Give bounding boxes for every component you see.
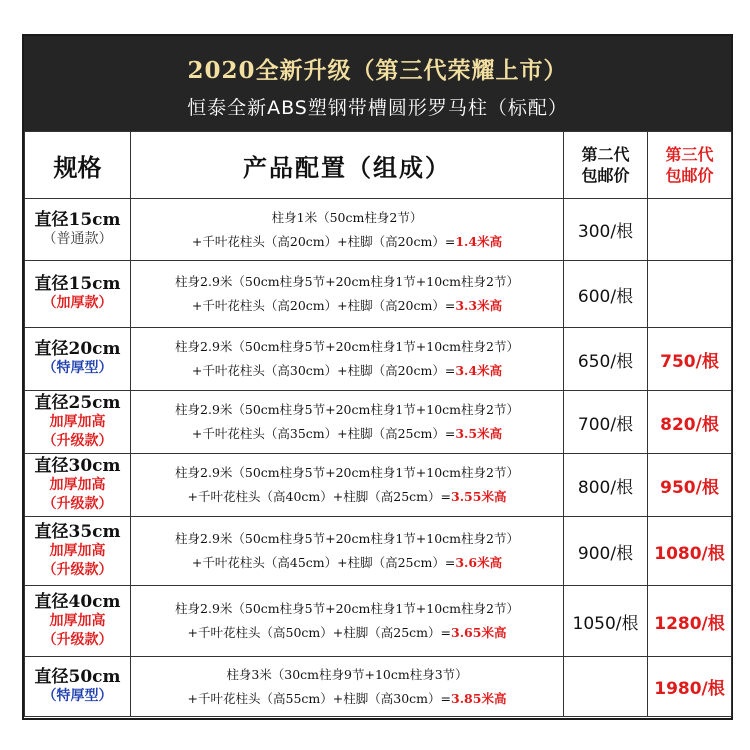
spec-grade: 加厚加高 bbox=[49, 413, 106, 430]
header-banner bbox=[24, 36, 731, 131]
table-row bbox=[25, 657, 732, 717]
config-line1: 柱身2.9米（50cm柱身5节+20cm柱身1节+10cm柱身2节） bbox=[175, 531, 519, 546]
config-line2: +千叶花柱头（高45cm）+柱脚（高25cm）= bbox=[191, 555, 456, 570]
spec-type: （升级款） bbox=[42, 432, 113, 449]
col-gen2-header bbox=[564, 132, 648, 199]
config-line2: +千叶花柱头（高35cm）+柱脚（高25cm）= bbox=[191, 426, 456, 441]
spec-diameter: 直径35cm bbox=[34, 521, 121, 542]
config-line2: +千叶花柱头（高30cm）+柱脚（高20cm）= bbox=[191, 363, 456, 378]
price-gen3 bbox=[648, 199, 732, 261]
total-height: 3.6米高 bbox=[455, 555, 503, 570]
spec-cell bbox=[25, 586, 131, 657]
config-cell bbox=[131, 391, 564, 454]
price-gen2: 1050/根 bbox=[564, 586, 648, 657]
col-gen3-header bbox=[648, 132, 732, 199]
total-height: 3.55米高 bbox=[451, 489, 507, 504]
price-gen2: 700/根 bbox=[564, 391, 648, 454]
gen3-header-line1: 第三代 bbox=[665, 145, 714, 164]
table-row bbox=[25, 328, 732, 391]
price-gen2: 650/根 bbox=[564, 328, 648, 391]
table-row bbox=[25, 517, 732, 586]
price-gen2 bbox=[564, 657, 648, 717]
config-line2: +千叶花柱头（高20cm）+柱脚（高20cm）= bbox=[191, 298, 456, 313]
spec-grade: 加厚加高 bbox=[49, 542, 106, 559]
config-line1: 柱身2.9米（50cm柱身5节+20cm柱身1节+10cm柱身2节） bbox=[175, 465, 519, 480]
total-height: 3.5米高 bbox=[455, 426, 503, 441]
banner-title: 2020全新升级（第三代荣耀上市） bbox=[187, 57, 568, 84]
config-cell bbox=[131, 657, 564, 717]
config-line2: +千叶花柱头（高50cm）+柱脚（高25cm）= bbox=[187, 625, 451, 640]
spec-cell bbox=[25, 328, 131, 391]
price-gen3: 750/根 bbox=[648, 328, 732, 391]
spec-diameter: 直径50cm bbox=[34, 666, 121, 687]
gen3-header-line2: 包邮价 bbox=[665, 166, 714, 185]
spec-type: （升级款） bbox=[42, 495, 113, 512]
total-height: 3.4米高 bbox=[455, 363, 503, 378]
config-cell bbox=[131, 586, 564, 657]
price-gen2: 900/根 bbox=[564, 517, 648, 586]
spec-grade: 加厚加高 bbox=[49, 612, 106, 629]
spec-grade: 加厚加高 bbox=[49, 476, 106, 493]
gen2-header-line1: 第二代 bbox=[581, 145, 630, 164]
spec-cell bbox=[25, 657, 131, 717]
price-gen2: 300/根 bbox=[564, 199, 648, 261]
config-cell bbox=[131, 517, 564, 586]
config-line1: 柱身2.9米（50cm柱身5节+20cm柱身1节+10cm柱身2节） bbox=[175, 601, 519, 616]
price-gen3: 820/根 bbox=[648, 391, 732, 454]
spec-diameter: 直径20cm bbox=[34, 339, 121, 359]
config-line1: 柱身2.9米（50cm柱身5节+20cm柱身1节+10cm柱身2节） bbox=[175, 402, 519, 417]
banner-subtitle: 恒泰全新ABS塑钢带槽圆形罗马柱（标配） bbox=[187, 97, 568, 119]
table-row bbox=[25, 586, 732, 657]
total-height: 3.3米高 bbox=[455, 298, 503, 313]
spec-diameter: 直径15cm bbox=[34, 274, 121, 294]
price-table bbox=[24, 131, 732, 717]
spec-type: （加厚款） bbox=[42, 295, 113, 311]
config-cell bbox=[131, 261, 564, 328]
spec-cell bbox=[25, 199, 131, 261]
spec-diameter: 直径40cm bbox=[34, 591, 121, 612]
config-cell bbox=[131, 199, 564, 261]
total-height: 3.65米高 bbox=[451, 625, 507, 640]
table-row bbox=[25, 391, 732, 454]
price-gen2: 600/根 bbox=[564, 261, 648, 328]
spec-type: （升级款） bbox=[42, 561, 113, 578]
config-line1: 柱身2.9米（50cm柱身5节+20cm柱身1节+10cm柱身2节） bbox=[175, 274, 519, 289]
spec-diameter: 直径25cm bbox=[34, 392, 121, 413]
spec-cell bbox=[25, 261, 131, 328]
config-cell bbox=[131, 454, 564, 517]
spec-cell bbox=[25, 454, 131, 517]
table-row bbox=[25, 199, 732, 261]
config-line2: +千叶花柱头（高20cm）+柱脚（高20cm）= bbox=[191, 233, 456, 249]
spec-diameter: 直径15cm bbox=[34, 209, 121, 230]
spec-diameter: 直径30cm bbox=[34, 455, 121, 476]
config-line1: 柱身3米（30cm柱身9节+10cm柱身3节） bbox=[226, 666, 468, 682]
spec-type: （普通款） bbox=[42, 230, 113, 247]
table-row bbox=[25, 454, 732, 517]
spec-cell bbox=[25, 391, 131, 454]
spec-cell bbox=[25, 517, 131, 586]
config-line2: +千叶花柱头（高55cm）+柱脚（高30cm）= bbox=[187, 690, 451, 706]
price-gen3: 1980/根 bbox=[648, 657, 732, 717]
total-height: 3.85米高 bbox=[451, 690, 507, 706]
total-height: 1.4米高 bbox=[455, 233, 503, 249]
spec-type: （特厚型） bbox=[42, 360, 113, 376]
spec-type: （升级款） bbox=[42, 631, 113, 648]
price-gen3 bbox=[648, 261, 732, 328]
config-cell bbox=[131, 328, 564, 391]
gen2-header-line2: 包邮价 bbox=[581, 166, 630, 185]
price-gen2: 800/根 bbox=[564, 454, 648, 517]
col-config-header: 产品配置（组成） bbox=[131, 132, 564, 199]
config-line2: +千叶花柱头（高40cm）+柱脚（高25cm）= bbox=[187, 489, 451, 504]
col-spec-header: 规格 bbox=[25, 132, 131, 199]
price-gen3: 1280/根 bbox=[648, 586, 732, 657]
spec-type: （特厚型） bbox=[42, 687, 113, 704]
config-line1: 柱身2.9米（50cm柱身5节+20cm柱身1节+10cm柱身2节） bbox=[175, 339, 519, 354]
price-gen3: 1080/根 bbox=[648, 517, 732, 586]
config-line1: 柱身1米（50cm柱身2节） bbox=[271, 209, 423, 225]
price-gen3: 950/根 bbox=[648, 454, 732, 517]
table-header-row bbox=[25, 132, 732, 199]
price-sheet bbox=[22, 34, 733, 720]
table-row bbox=[25, 261, 732, 328]
